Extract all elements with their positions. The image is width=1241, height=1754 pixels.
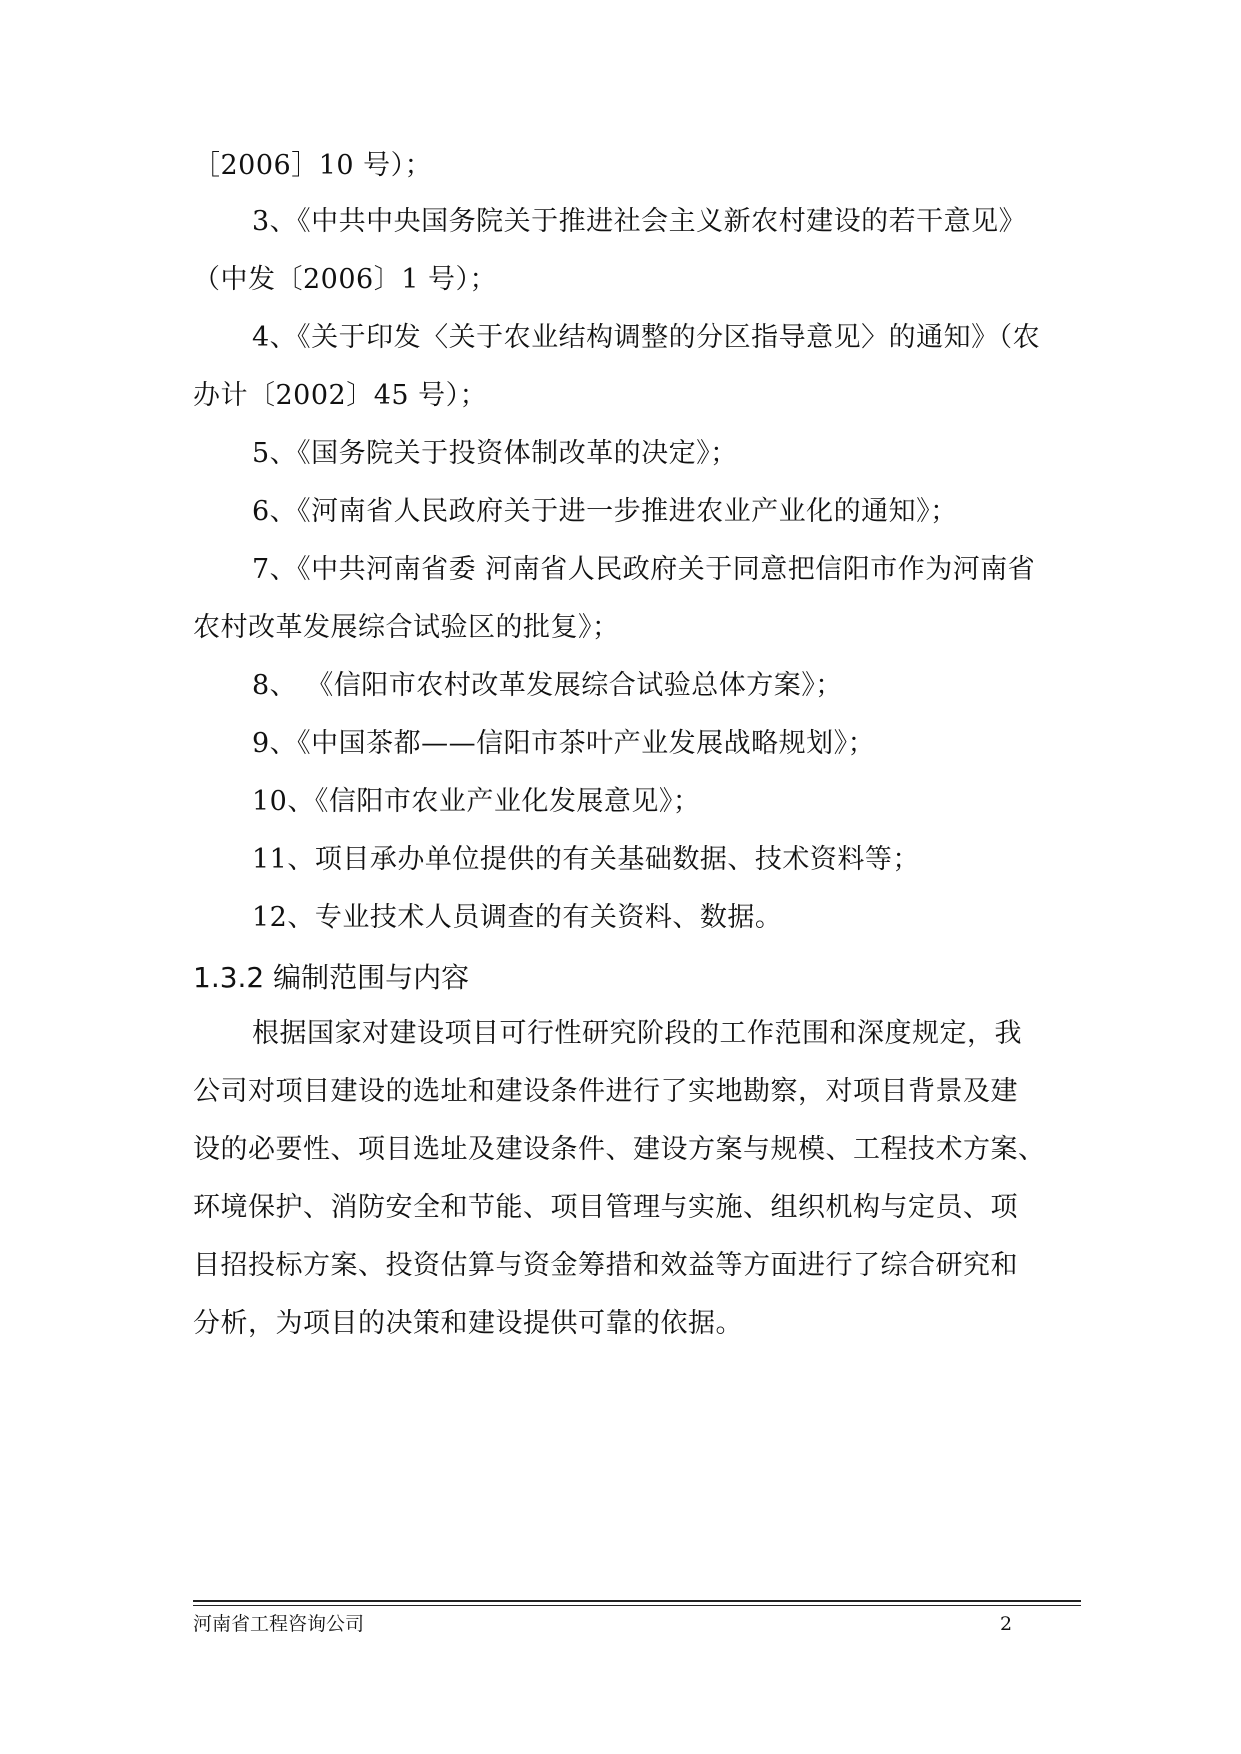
body-line-6: 5、《国务院关于投资体制改革的决定》；: [252, 438, 738, 469]
body-line-14: 12、专业技术人员调查的有关资料、数据。: [252, 902, 783, 933]
body-line-9: 农村改革发展综合试验区的批复》；: [193, 612, 620, 643]
section-heading: 1.3.2 编制范围与内容: [193, 961, 470, 994]
footer-rule-thick: [193, 1600, 1081, 1602]
section-line-2: 公司对项目建设的选址和建设条件进行了实地勘察，对项目背景及建: [193, 1076, 1018, 1107]
body-line-5: 办计〔2002〕45 号）；: [193, 380, 488, 411]
body-line-1: ［2006］10 号）；: [193, 150, 433, 181]
section-line-4: 环境保护、消防安全和节能、项目管理与实施、组织机构与定员、项: [193, 1192, 1018, 1223]
body-line-7: 6、《河南省人民政府关于进一步推进农业产业化的通知》；: [252, 496, 958, 527]
body-line-4: 4、《关于印发〈关于农业结构调整的分区指导意见〉的通知》（农: [252, 322, 1041, 353]
body-line-10: 8、 《信阳市农村改革发展综合试验总体方案》；: [252, 670, 843, 701]
section-line-1: 根据国家对建设项目可行性研究阶段的工作范围和深度规定，我: [252, 1018, 1022, 1049]
body-line-11: 9、《中国茶都——信阳市茶叶产业发展战略规划》；: [252, 728, 876, 759]
section-line-5: 目招投标方案、投资估算与资金筹措和效益等方面进行了综合研究和: [193, 1250, 1018, 1281]
section-line-3: 设的必要性、项目选址及建设条件、建设方案与规模、工程技术方案、: [193, 1134, 1046, 1165]
footer-page-number: 2: [1000, 1613, 1013, 1635]
footer-company: 河南省工程咨询公司: [193, 1613, 365, 1635]
body-line-3: （中发〔2006〕1 号）；: [193, 264, 497, 295]
section-line-6: 分析，为项目的决策和建设提供可靠的依据。: [193, 1308, 743, 1339]
footer-rule-thin: [193, 1605, 1081, 1606]
body-line-8: 7、《中共河南省委 河南省人民政府关于同意把信阳市作为河南省: [252, 554, 1036, 585]
body-line-13: 11、项目承办单位提供的有关基础数据、技术资料等；: [252, 844, 920, 875]
body-line-2: 3、《中共中央国务院关于推进社会主义新农村建设的若干意见》: [252, 206, 1027, 237]
body-line-12: 10、《信阳市农业产业化发展意见》；: [252, 786, 701, 817]
